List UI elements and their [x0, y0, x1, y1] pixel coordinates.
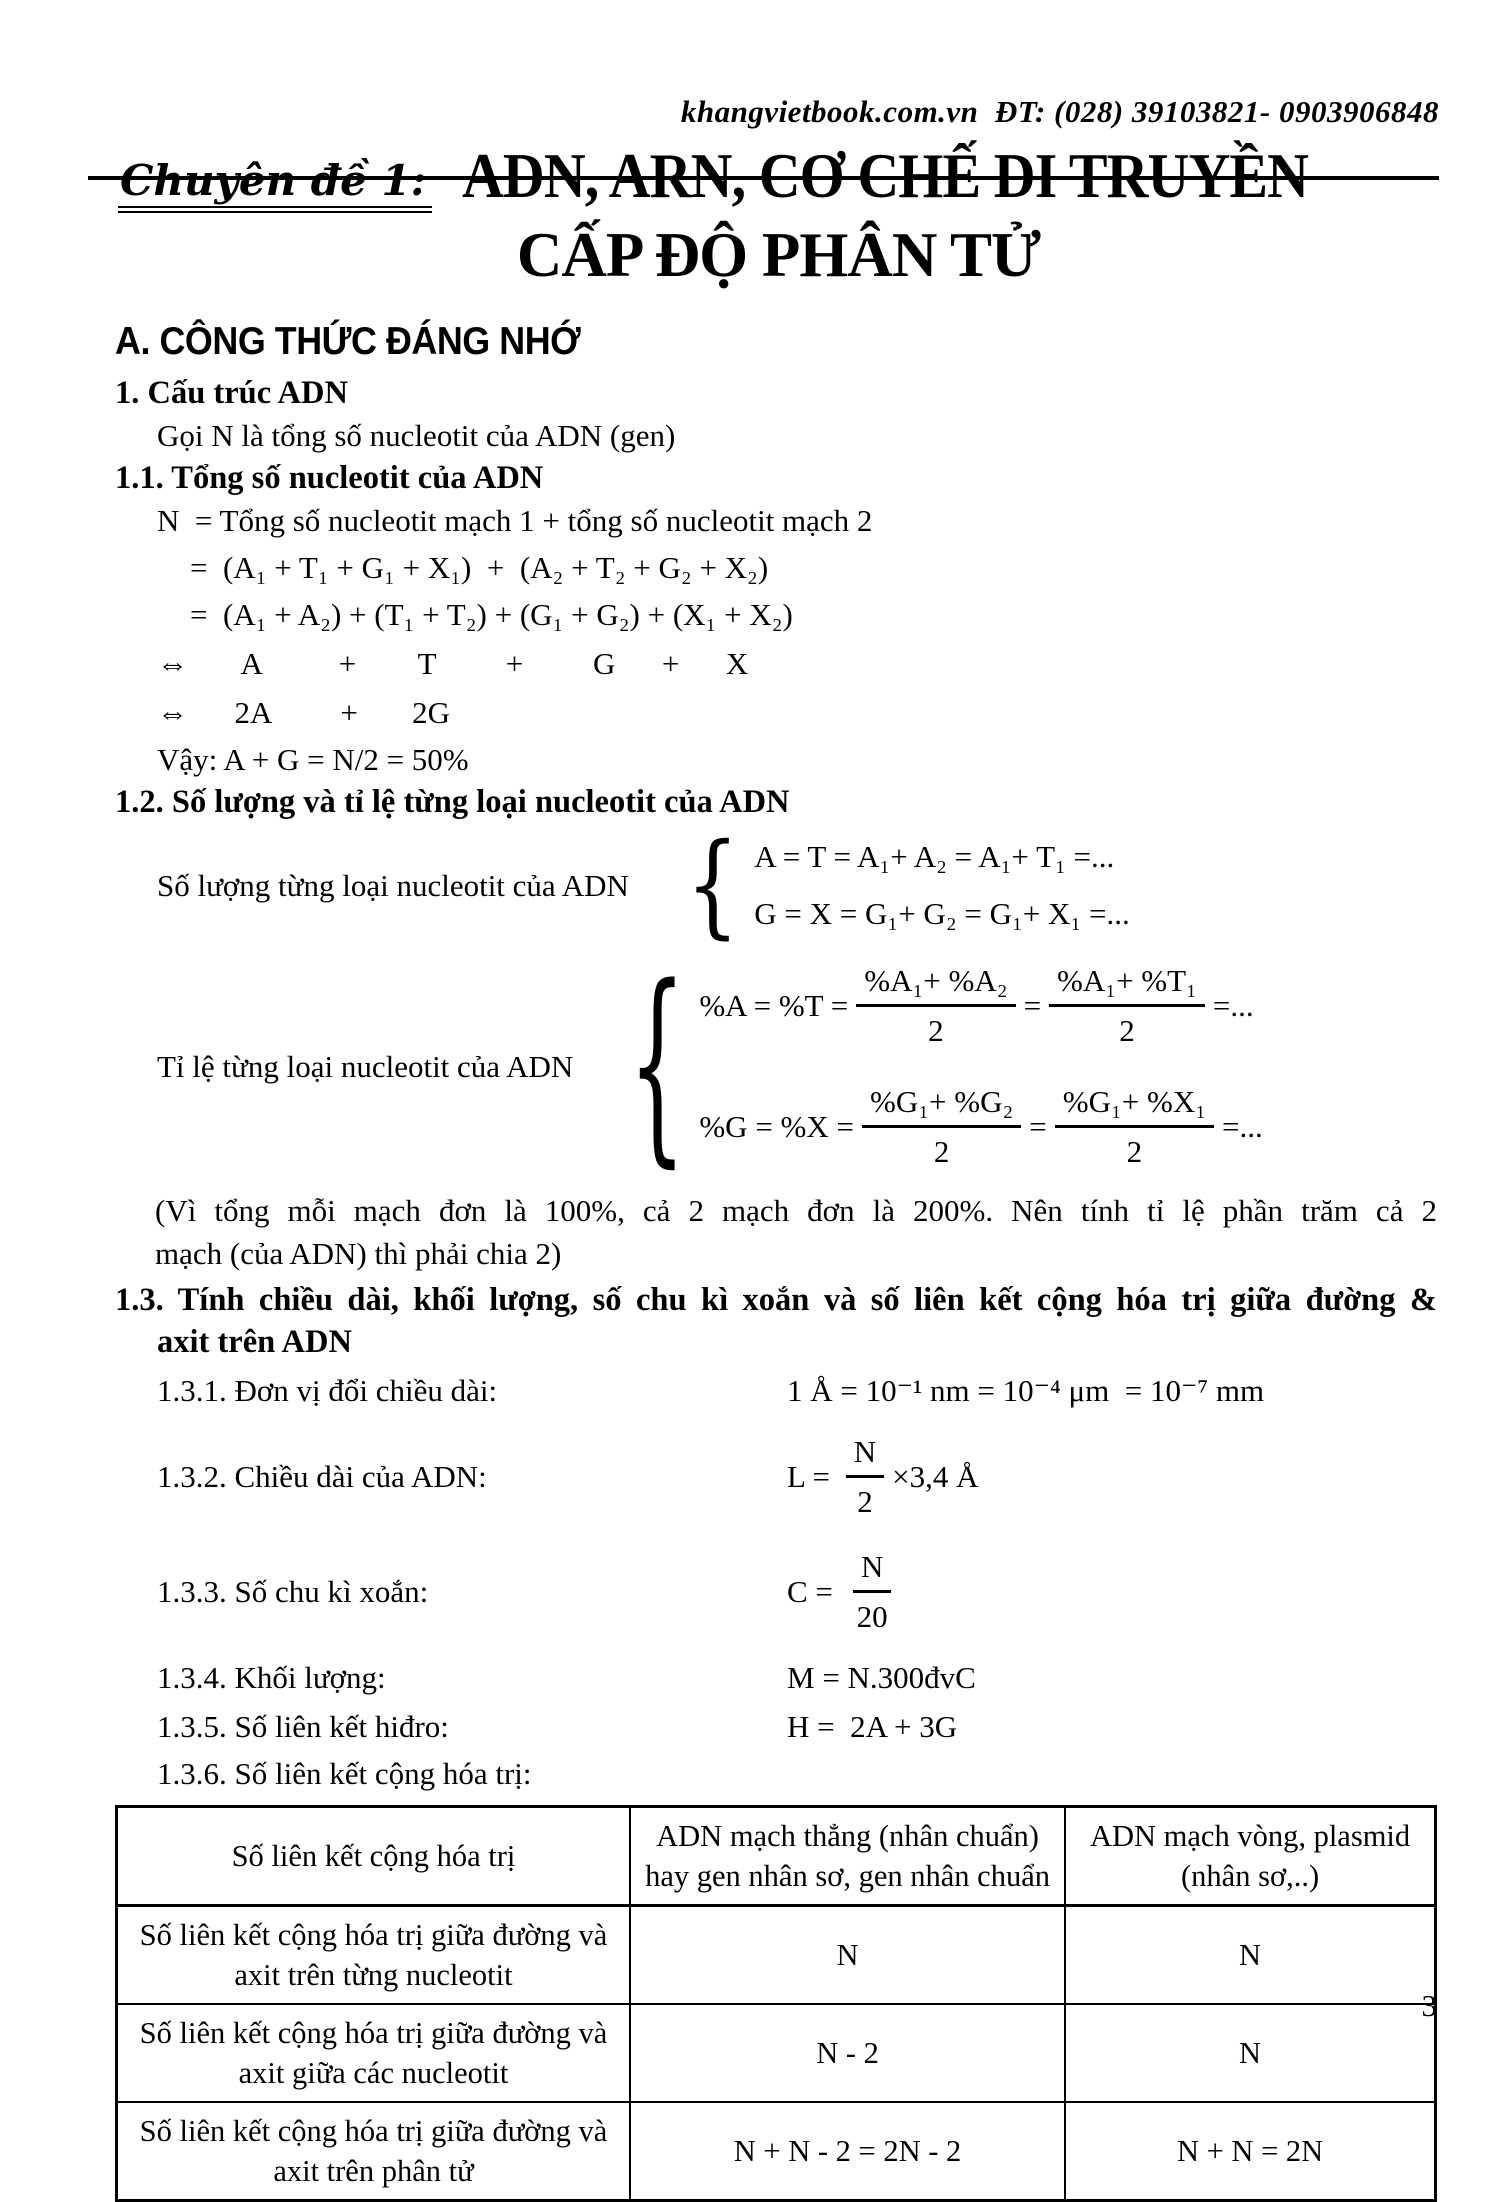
item-1-3-2-suffix: ×3,4 Å: [892, 1459, 979, 1494]
fraction-denominator: 20: [856, 1599, 888, 1634]
fraction: [1049, 959, 1205, 1052]
table-header-cell: ADN mạch vòng, plasmid (nhân sơ,..): [1065, 1807, 1435, 1906]
ratio-g-lhs: %G = %X =: [699, 1109, 854, 1144]
chapter-title-line1: ADN, ARN, CƠ CHẾ DI TRUYỀN: [462, 141, 1309, 211]
table-cell: N: [630, 1906, 1065, 2005]
item-1-3-3-lhs: C =: [787, 1574, 841, 1609]
fraction-numerator: %A₁+ %A₂: [856, 959, 1015, 1007]
fraction-denominator: 2: [857, 1484, 873, 1519]
formula-equiv-1: ⇔ A + T + G + X: [157, 646, 749, 681]
item-1-3-3-label: 1.3.3. Số chu kì xoắn:: [157, 1574, 429, 1609]
chapter-label: Chuyên đề 1:: [118, 142, 432, 213]
item-1-3-1-label: 1.3.1. Đơn vị đổi chiều dài:: [157, 1373, 498, 1408]
item-1-3-5-value: H = 2A + 3G: [787, 1709, 958, 1744]
table-header-cell: Số liên kết cộng hóa trị: [117, 1807, 630, 1906]
table-cell: N + N = 2N: [1065, 2102, 1435, 2201]
formula-conclusion: Vậy: A + G = N/2 = 50%: [157, 742, 469, 777]
table-header-cell: ADN mạch thẳng (nhân chuẩn) hay gen nhân sơ, gen nhân chuẩn: [630, 1807, 1065, 1906]
ellipsis-tail: =...: [1222, 1109, 1263, 1144]
count-line-at: A = T = A₁+ A₂ = A₁+ T₁ =...: [754, 839, 1115, 874]
item-1-3-2-label: 1.3.2. Chiều dài của ADN:: [157, 1459, 487, 1494]
count-line-gx: G = X = G₁+ G₂ = G₁+ X₁ =...: [754, 896, 1130, 931]
formula-equiv-2: ⇔ 2A + 2G: [157, 695, 451, 730]
table-row-label: Số liên kết cộng hóa trị giữa đường và axit trên phân tử: [117, 2102, 630, 2201]
heading-1-2: 1.2. Số lượng và tỉ lệ từng loại nucleotit của ADN: [115, 784, 790, 820]
item-1-3-5: [115, 1705, 1437, 1748]
fraction-numerator: %A₁+ %T₁: [1049, 959, 1205, 1007]
note-line-1: (Vì tổng mỗi mạch đơn là 100%, cả 2 mạch đơn là 200%. Nên tính tỉ lệ phần trăm cả 2: [155, 1193, 1437, 1228]
fraction-numerator: N: [853, 1545, 891, 1593]
table-cell: N: [1065, 1906, 1435, 2005]
ratio-system: [157, 943, 1437, 1187]
heading-1-1: 1.1. Tổng số nucleotit của ADN: [115, 460, 544, 496]
ratio-row-a: [699, 959, 1262, 1052]
table-cell: N - 2: [630, 2004, 1065, 2102]
page-number: 3: [1421, 1988, 1437, 2023]
ratio-label: Tỉ lệ từng loại nucleotit của ADN: [157, 1048, 574, 1084]
fraction-denominator: 2: [1126, 1134, 1143, 1169]
formula-n-total: N = Tổng số nucleotit mạch 1 + tổng số nucleotit mạch 2: [157, 503, 873, 538]
brace-icon: {: [628, 943, 686, 1187]
covalent-bonds-table: [115, 1805, 1437, 2202]
formula-n-strands: = (A₁ + T₁ + G₁ + X₁) + (A₂ + T₂ + G₂ + X₂): [190, 550, 769, 585]
table-cell: N: [1065, 2004, 1435, 2102]
item-1-3-1-value: 1 Å = 10⁻¹ nm = 10⁻⁴ μm = 10⁻⁷ mm: [787, 1373, 1265, 1408]
heading-1: 1. Cấu trúc ADN: [115, 375, 348, 411]
table-cell: N + N - 2 = 2N - 2: [630, 2102, 1065, 2201]
item-1-3-5-label: 1.3.5. Số liên kết hiđro:: [157, 1709, 449, 1744]
item-1-3-2-lhs: L =: [787, 1459, 838, 1494]
fraction: [846, 1430, 884, 1523]
fraction: [862, 1080, 1021, 1173]
item-1-3-6-label: 1.3.6. Số liên kết cộng hóa trị:: [157, 1756, 532, 1791]
fraction: [1055, 1080, 1214, 1173]
note-paragraph: [155, 1189, 1437, 1275]
header-text: khangvietbook.com.vn ĐT: (028) 39103821- 0903906848: [680, 94, 1439, 129]
main-content: [115, 306, 1437, 2202]
count-system: [157, 820, 1437, 950]
item-1-3-4-value: M = N.300đvC: [787, 1660, 976, 1695]
count-label: Số lượng từng loại nucleotit của ADN: [157, 867, 629, 903]
equals-sign: =: [1023, 988, 1042, 1023]
fraction-denominator: 2: [1119, 1013, 1135, 1048]
ellipsis-tail: =...: [1212, 988, 1254, 1023]
item-1-3-3: [115, 1545, 1437, 1638]
item-1-3-4-label: 1.3.4. Khối lượng:: [157, 1660, 386, 1695]
ratio-a-lhs: %A = %T =: [699, 988, 849, 1023]
fraction-denominator: 2: [928, 1013, 944, 1048]
fraction-numerator: %G₁+ %G₂: [862, 1080, 1021, 1128]
fraction: [856, 959, 1015, 1052]
fraction-numerator: %G₁+ %X₁: [1055, 1080, 1214, 1128]
table-row: [117, 1906, 1436, 2005]
fraction-numerator: N: [846, 1430, 884, 1478]
heading-1-3-line2: axit trên ADN: [157, 1324, 352, 1360]
chapter-title-block: [118, 142, 1439, 291]
formula-n-pairs: = (A₁ + A₂) + (T₁ + T₂) + (G₁ + G₂) + (X₁ + X₂): [190, 597, 793, 632]
table-row: [117, 2102, 1436, 2201]
fraction-denominator: 2: [933, 1134, 950, 1169]
item-1-3-1: [115, 1369, 1437, 1412]
brace-icon: {: [685, 820, 740, 950]
table-header-row: [117, 1807, 1436, 1906]
ratio-row-g: [699, 1080, 1262, 1173]
table-row: [117, 2004, 1436, 2102]
table-row-label: Số liên kết cộng hóa trị giữa đường và axit trên từng nucleotit: [117, 1906, 630, 2005]
equals-sign: =: [1029, 1109, 1047, 1144]
section-a-heading: A. CÔNG THỨC ĐÁNG NHỚ: [115, 320, 581, 363]
item-1-3-4: [115, 1656, 1437, 1699]
table-row-label: Số liên kết cộng hóa trị giữa đường và axit giữa các nucleotit: [117, 2004, 630, 2102]
intro-line: Gọi N là tổng số nucleotit của ADN (gen): [157, 418, 676, 453]
chapter-title-line2: CẤP ĐỘ PHÂN TỬ: [516, 220, 1041, 291]
item-1-3-2: [115, 1430, 1437, 1523]
heading-1-3-line1: 1.3. Tính chiều dài, khối lượng, số chu kì xoắn và số liên kết cộng hóa trị giữa đường &: [115, 1282, 1437, 1318]
note-line-2: mạch (của ADN) thì phải chia 2): [155, 1236, 562, 1271]
fraction: [849, 1545, 896, 1638]
